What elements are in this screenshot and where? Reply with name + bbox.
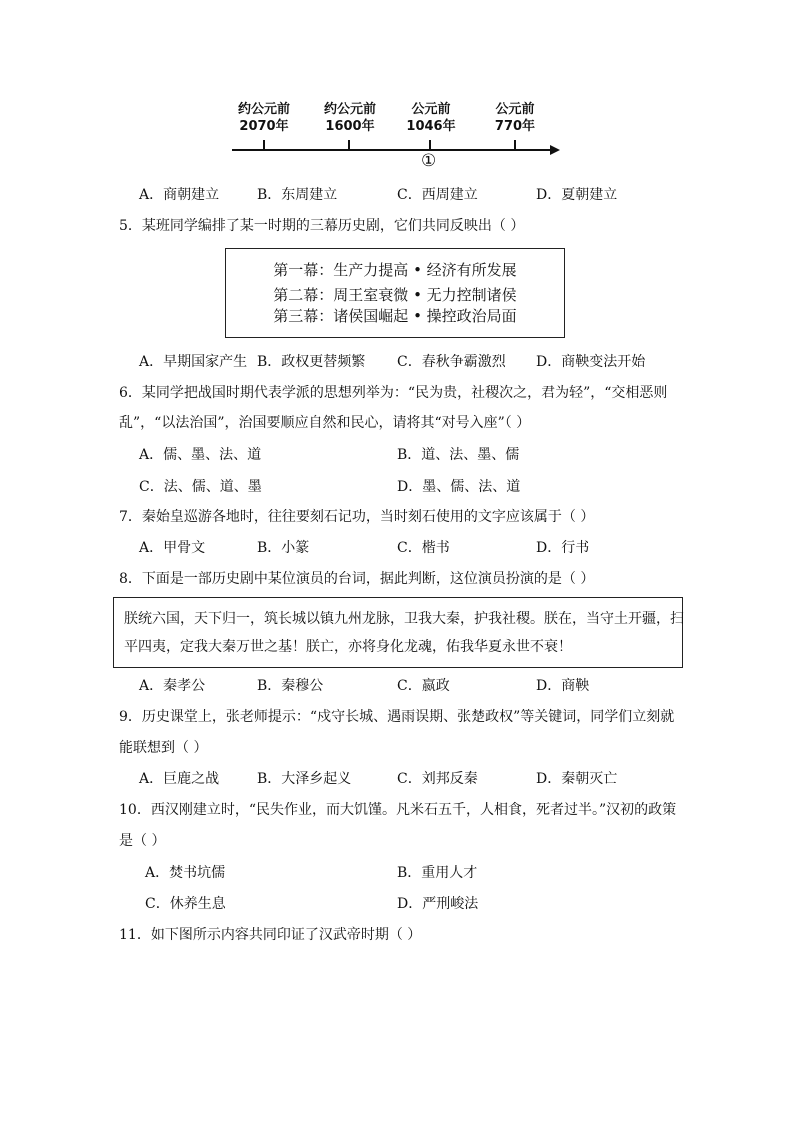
timeline-label-2: 约公元前 1600年 — [323, 102, 376, 134]
q4-option-d[interactable]: D．夏朝建立 — [536, 187, 618, 203]
q9-stem-line-2: 能联想到（ ） — [119, 740, 208, 756]
q9-option-b[interactable]: B．大泽乡起义 — [257, 771, 352, 787]
q7-option-b[interactable]: B．小篆 — [257, 540, 310, 556]
q11-stem: 11．如下图所示内容共同印证了汉武帝时期（ ） — [119, 927, 422, 943]
q5-option-d[interactable]: D．商鞅变法开始 — [536, 354, 646, 370]
q5-scene-2: 第二幕：周王室衰微 • 无力控制诸侯 — [273, 286, 517, 304]
q7-option-a[interactable]: A．甲骨文 — [139, 540, 206, 556]
q6-stem-line-1: 6．某同学把战国时期代表学派的思想列举为：“民为贵，社稷次之，君为轻”，“交相恶则 — [119, 385, 668, 401]
q5-scene-box — [225, 248, 565, 338]
q5-option-b[interactable]: B．政权更替频繁 — [257, 354, 366, 370]
q6-option-b[interactable]: B．道、法、墨、儒 — [397, 447, 520, 463]
q8-option-d[interactable]: D．商鞅 — [536, 678, 590, 694]
q5-stem: 5．某班同学编排了某一时期的三幕历史剧，它们共同反映出（ ） — [119, 218, 525, 234]
timeline-marker: ① — [421, 151, 437, 171]
q4-option-b[interactable]: B．东周建立 — [257, 187, 338, 203]
q8-option-b[interactable]: B．秦穆公 — [257, 678, 324, 694]
q10-option-a[interactable]: A．焚书坑儒 — [145, 865, 226, 881]
q8-stem: 8．下面是一部历史剧中某位演员的台词，据此判断，这位演员扮演的是（ ） — [119, 571, 595, 587]
q9-stem-line-1: 9．历史课堂上，张老师提示：“戍守长城、遇雨误期、张楚政权”等关键词，同学们立刻就 — [119, 709, 675, 725]
q7-option-c[interactable]: C．楷书 — [397, 540, 450, 556]
q10-stem-line-2: 是（ ） — [119, 833, 166, 849]
q8-quote-line-1: 朕统六国，天下归一，筑长城以镇九州龙脉，卫我大秦，护我社稷。朕在，当守土开疆，扫 — [124, 611, 684, 627]
q5-option-c[interactable]: C．春秋争霸激烈 — [397, 354, 506, 370]
q10-option-c[interactable]: C．休养生息 — [145, 896, 226, 912]
q5-scene-3: 第三幕：诸侯国崛起 • 操控政治局面 — [273, 307, 517, 325]
q10-option-d[interactable]: D．严刑峻法 — [397, 896, 479, 912]
q8-quote-line-2: 平四夷，定我大秦万世之基！朕亡，亦将身化龙魂，佑我华夏永世不衰！ — [124, 639, 572, 655]
q6-option-d[interactable]: D．墨、儒、法、道 — [397, 479, 521, 495]
q10-stem-line-1: 10．西汉刚建立时，“民失作业，而大饥馑。凡米石五千，人相食，死者过半。”汉初的政策 — [119, 802, 677, 818]
q7-option-d[interactable]: D．行书 — [536, 540, 590, 556]
timeline-label-3: 公元前 1046年 — [406, 102, 456, 134]
q5-option-a[interactable]: A．早期国家产生 — [139, 354, 248, 370]
q9-option-d[interactable]: D．秦朝灭亡 — [536, 771, 618, 787]
q10-option-b[interactable]: B．重用人才 — [397, 865, 478, 881]
timeline-label-1: 约公元前 2070年 — [237, 102, 290, 134]
timeline-label-4: 公元前 770年 — [494, 102, 536, 134]
timeline-axis — [228, 136, 568, 160]
q6-option-c[interactable]: C．法、儒、道、墨 — [139, 479, 262, 495]
q5-scene-1: 第一幕：生产力提高 • 经济有所发展 — [273, 261, 517, 279]
q6-option-a[interactable]: A．儒、墨、法、道 — [139, 447, 262, 463]
q8-option-a[interactable]: A．秦孝公 — [139, 678, 206, 694]
q8-quote-box — [113, 597, 683, 668]
q4-option-c[interactable]: C．西周建立 — [397, 187, 478, 203]
q8-option-c[interactable]: C．嬴政 — [397, 678, 450, 694]
q7-stem: 7．秦始皇巡游各地时，往往要刻石记功，当时刻石使用的文字应该属于（ ） — [119, 509, 595, 525]
q6-stem-line-2: 乱”，“以法治国”，治国要顺应自然和民心，请将其“对号入座”（ ） — [119, 415, 531, 431]
q4-option-a[interactable]: A．商朝建立 — [139, 187, 220, 203]
q9-option-c[interactable]: C．刘邦反秦 — [397, 771, 478, 787]
q9-option-a[interactable]: A．巨鹿之战 — [139, 771, 220, 787]
